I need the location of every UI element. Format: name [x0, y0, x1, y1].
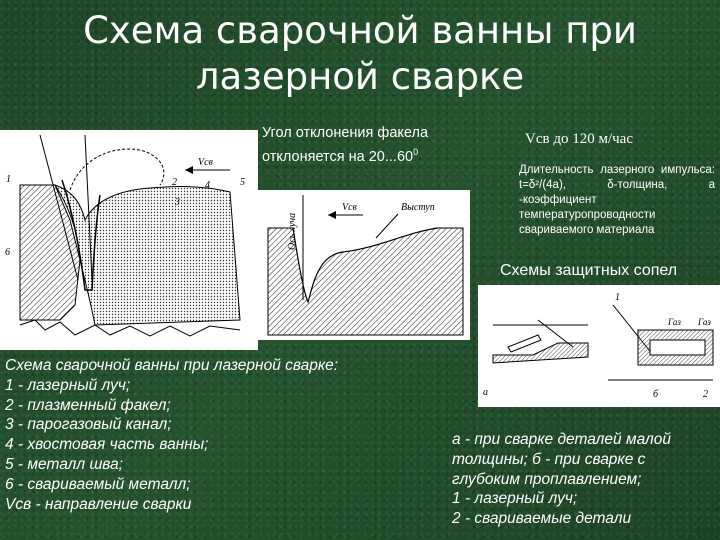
slide-title: Схема сварочной ванны при лазерной сварке	[83, 9, 637, 98]
nozzles-svg	[478, 285, 720, 407]
legend-line: 4 - хвостовая часть ванны;	[5, 436, 209, 454]
weld-pool-legend	[5, 356, 425, 514]
gas-label-left: Газ	[668, 317, 681, 327]
bulge-diagram	[258, 190, 470, 340]
angle-note: Угол отклонения факела отклоняется на 20...60$^0$	[262, 125, 429, 165]
label-beam-1: 1	[615, 292, 620, 303]
label-5: 5	[240, 177, 245, 188]
legend-line: 6 - свариваемый металл;	[5, 475, 191, 493]
label-parts-2: 2	[703, 389, 708, 400]
legend-line: 1 - лазерный луч;	[452, 490, 578, 508]
beam-axis-label: Ось луча	[287, 212, 298, 250]
legend-line: 2 - свариваемые детали	[452, 510, 632, 528]
legend-line: толщины; б - при сварке с	[452, 450, 646, 468]
nozzles-diagram	[478, 285, 720, 407]
weld-pool-svg	[0, 130, 258, 350]
bulge-label: Выступ	[401, 202, 435, 213]
vcb-label: Vсв	[198, 157, 213, 168]
legend-line: Схема сварочной ванны при лазерной сварке:	[5, 357, 339, 374]
weld-pool-diagram	[0, 130, 258, 350]
legend-line: а - при сварке деталей малой	[452, 431, 671, 448]
legend-line: 1 - лазерный луч;	[5, 376, 131, 394]
vcb-label-2: Vсв	[342, 202, 357, 213]
gas-label-right: Газ	[698, 317, 711, 327]
label-3: 3	[175, 197, 180, 208]
legend-line: 2 - плазменный факел;	[5, 396, 171, 414]
legend-line: 3 - парогазовый канал;	[5, 416, 172, 434]
label-2: 2	[172, 177, 177, 188]
label-4: 4	[205, 180, 210, 191]
legend-line: глубоким проплавлением;	[452, 470, 642, 488]
pulse-duration-note: Длительность лазерного импульса: t=δ²/(4a), δ-толщина, a -коэффициент температуропроводности свариваемого материала	[519, 164, 715, 236]
label-6: 6	[5, 247, 10, 258]
nozzles-legend	[452, 430, 717, 529]
legend-line: Vсв - направление сварки	[5, 495, 192, 513]
scheme-b-label: б	[653, 389, 659, 400]
nozzles-heading: Схемы защитных сопел	[500, 262, 678, 279]
bulge-svg	[258, 190, 470, 340]
label-1: 1	[6, 174, 11, 185]
welding-speed-note: Vсв до 120 м/час	[525, 131, 633, 147]
scheme-a-label: а	[483, 387, 488, 398]
legend-line: 5 - металл шва;	[5, 455, 123, 473]
